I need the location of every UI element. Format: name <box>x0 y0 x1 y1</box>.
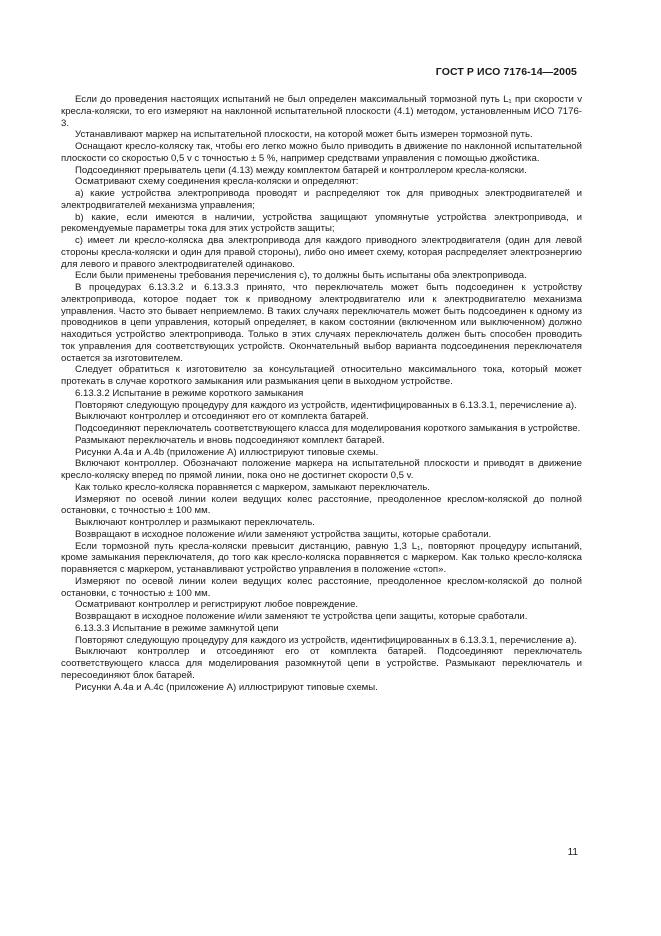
paragraph: Выключают контроллер и отсоединяют его от комплекта батарей. Подсоединяют переключатель соответствующего класса для моделирования разомкнутой цепи в устройстве. Размыкают переключатель и пересоединяют блок батарей. <box>61 646 582 681</box>
paragraph: Осматривают схему соединения кресла-коляски и определяют: <box>75 176 359 188</box>
document-body <box>61 94 582 693</box>
list-item: c) имеет ли кресло-коляска два электропривода для каждого приводного электродвигателя (один для левой стороны кресла-коляски и один для правой стороны), либо оно имеет схему, которая распределяет электроэнергию для левого и правого электродвигателей одинаково. <box>61 235 582 270</box>
paragraph: Рисунки А.4а и А.4с (приложение А) иллюстрируют типовые схемы. <box>75 681 378 693</box>
paragraph: Возвращают в исходное положение и/или заменяют устройства защиты, которые сработали. <box>75 528 492 540</box>
paragraph: Рисунки А.4а и А.4b (приложение А) иллюстрируют типовые схемы. <box>75 446 379 458</box>
document-header: ГОСТ Р ИСО 7176-14—2005 <box>435 66 577 78</box>
paragraph: Как только кресло-коляска поравняется с маркером, замыкают переключатель. <box>75 481 430 493</box>
paragraph: Устанавливают маркер на испытательной плоскости, на которой может быть измерен тормозной путь. <box>75 129 533 141</box>
paragraph: Выключают контроллер и размыкают переключатель. <box>75 517 315 528</box>
paragraph: Если до проведения настоящих испытаний не был определен максимальный тормозной путь L₁ при скорости v кресла-коляски, то его измеряют на наклонной испытательной плоскости (4.1) методом, установленным ИСО 7176-3. <box>61 94 582 129</box>
list-item: b) какие, если имеются в наличии, устройства защищают упомянутые устройства электропривода, и рекомендуемые параметры тока для этих устройств защиты; <box>61 211 582 235</box>
paragraph: Подсоединяют прерыватель цепи (4.13) между комплектом батарей и контроллером кресла-коляски. <box>75 164 527 176</box>
paragraph: Осматривают контроллер и регистрируют любое повреждение. <box>75 599 359 611</box>
paragraph: Измеряют по осевой линии колеи ведущих колес расстояние, преодоленное креслом-коляской до полной остановки, с точностью ± 100 мм. <box>61 575 582 599</box>
section-heading: 6.13.3.2 Испытание в режиме короткого замыкания <box>75 387 304 399</box>
paragraph: Возвращают в исходное положение и/или заменяют те устройства цепи защиты, которые сработали. <box>75 611 528 622</box>
page-number: 11 <box>567 847 578 858</box>
paragraph: В процедурах 6.13.3.2 и 6.13.3.3 принято, что переключатель может быть подсоединен к устройству электропривода, которое подает ток к приводному электродвигателю или к электродвигателю механизма управления. Часто это бывает неприемлемо. В таких случаях переключатель может быть подсоединен к одному из проводников в цепи управления, который определяет, в каком состоянии (включенном или выключенном) должно находиться устройство электропривода. Только в этих случаях переключатель должен быть способен проводить ток управления для соответствующих устройств. Окончательный выбор варианта подсоединения переключателя остается за изготовителем. <box>61 282 582 364</box>
paragraph: Повторяют следующую процедуру для каждого из устройств, идентифицированных в 6.13.3.1, перечисление a). <box>75 399 577 411</box>
paragraph: Размыкают переключатель и вновь подсоединяют комплект батарей. <box>75 434 385 446</box>
paragraph: Включают контроллер. Обозначают положение маркера на испытательной плоскости и приводят в движение кресло-коляску вперед по прямой линии, пока оно не достигнет скорости 0,5 v. <box>61 458 582 481</box>
paragraph: Измеряют по осевой линии колеи ведущих колес расстояние, преодоленное креслом-коляской до полной остановки, с точностью ± 100 мм. <box>61 493 582 517</box>
paragraph: Оснащают кресло-коляску так, чтобы его легко можно было приводить в движение по наклонной испытательной плоскости со скоростью 0,5 v с точностью ± 5 %, например средствами управления с помощью джойстика. <box>61 141 582 164</box>
section-heading: 6.13.3.3 Испытание в режиме замкнутой цепи <box>75 622 279 634</box>
paragraph: Если тормозной путь кресла-коляски превысит дистанцию, равную 1,3 L₁, повторяют процедуру испытаний, кроме замыкания переключателя, до того как кресло-коляска поравняется с маркером. Как только кресло-коляска поравняется с маркером, устанавливают устройство управления в положение «стоп». <box>61 540 582 575</box>
list-item: a) какие устройства электропривода проводят и распределяют ток для приводных электродвигателей и электродвигателей механизма управления; <box>61 188 582 211</box>
paragraph: Повторяют следующую процедуру для каждого из устройств, идентифицированных в 6.13.3.1, перечисление a). <box>75 634 577 646</box>
paragraph: Следует обратиться к изготовителю за консультацией относительно максимального тока, который может протекать в случае короткого замыкания или размыкания цепи в выходном устройстве. <box>61 364 582 387</box>
paragraph: Если были применены требования перечисления c), то должны быть испытаны оба электропривода. <box>75 270 527 282</box>
paragraph: Подсоединяют переключатель соответствующего класса для моделирования короткого замыкания в устройстве. <box>75 423 581 434</box>
paragraph: Выключают контроллер и отсоединяют его от комплекта батарей. <box>75 411 369 423</box>
